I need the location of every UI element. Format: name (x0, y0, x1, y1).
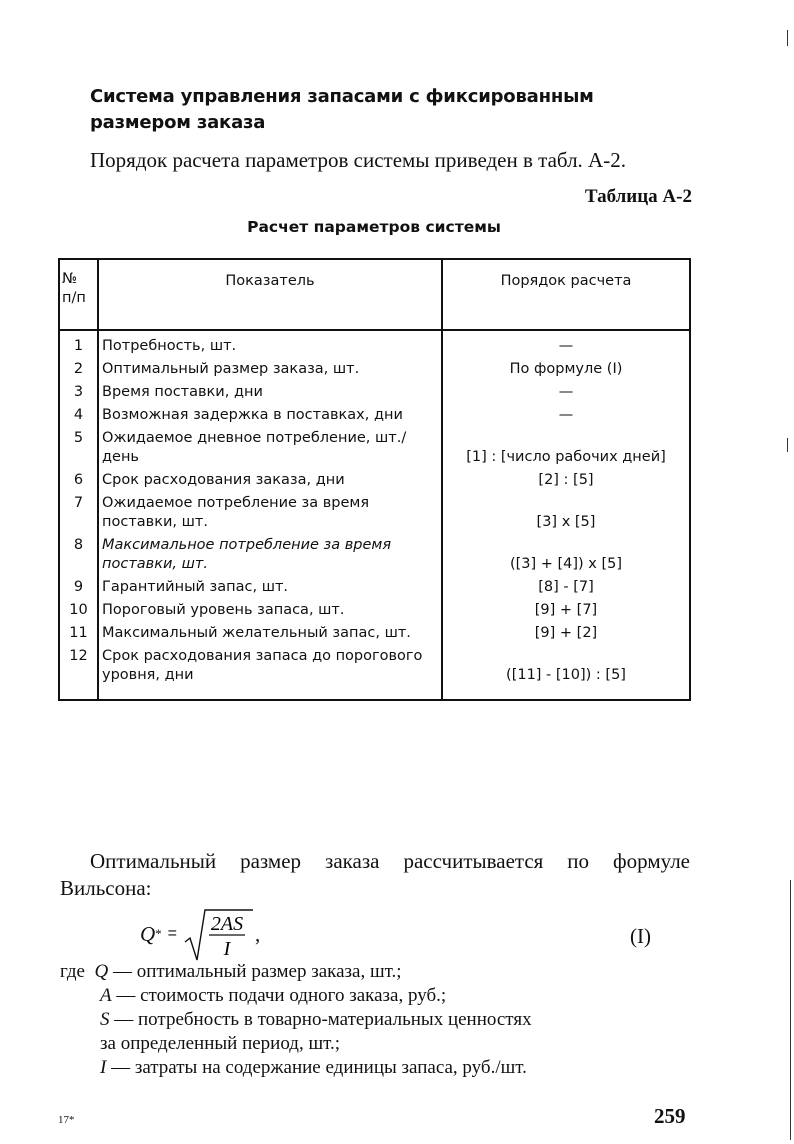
formula-numerator: 2AS (210, 913, 244, 935)
row-number: 3 (59, 381, 98, 404)
parameters-table (58, 258, 691, 701)
table-caption: Расчет параметров системы (247, 218, 501, 236)
row-indicator: Гарантийный запас, шт. (98, 576, 442, 599)
row-calculation: [9] + [7] (534, 602, 598, 618)
row-number: 5 (59, 427, 98, 469)
formula-equals: = (167, 925, 178, 942)
formula-lhs: Q (140, 921, 156, 946)
formula-intro-paragraph (60, 848, 690, 902)
row-calculation: ([3] + [4]) x [5] (509, 556, 623, 572)
row-calculation: [9] + [2] (534, 625, 598, 641)
row-calculation: [2] : [5] (538, 472, 594, 488)
row-indicator: Потребность, шт. (98, 330, 442, 358)
row-indicator: Возможная задержка в поставках, дни (98, 404, 442, 427)
scan-edge-mark (787, 30, 788, 46)
row-indicator: Пороговый уровень запаса, шт. (98, 599, 442, 622)
row-indicator: Оптимальный размер заказа, шт. (98, 358, 442, 381)
table-row (59, 358, 690, 381)
intro-paragraph: Порядок расчета параметров системы приведен в табл. А-2. (90, 148, 626, 172)
row-calculation: — (558, 338, 574, 354)
row-calculation: — (558, 407, 574, 423)
wilson-formula (140, 904, 260, 964)
table-row (59, 469, 690, 492)
definition-text: — стоимость подачи одного заказа, руб.; (111, 985, 447, 1006)
row-number: 2 (59, 358, 98, 381)
definition-row (60, 984, 532, 1008)
formula-intro-text: Оптимальный размер заказа рассчитывается по формуле Вильсона: (60, 849, 690, 900)
formula-number: (I) (630, 924, 651, 948)
row-indicator: Время поставки, дни (98, 381, 442, 404)
row-number: 8 (59, 534, 98, 576)
definition-row (60, 1032, 532, 1056)
formula-star: * (155, 926, 162, 941)
definition-row (60, 1056, 532, 1080)
definition-row (60, 960, 532, 984)
row-number: 11 (59, 622, 98, 645)
symbol-a: A (100, 985, 112, 1006)
table-row (59, 645, 690, 700)
formula-denominator: I (223, 938, 231, 960)
row-calculation: ([11] - [10]) : [5] (506, 667, 626, 683)
table-row (59, 622, 690, 645)
row-number: 7 (59, 492, 98, 534)
table-row (59, 427, 690, 469)
symbol-q: Q (94, 961, 109, 982)
symbol-s: S (100, 1009, 110, 1030)
row-indicator: Максимальное потребление за время поставки, шт. (98, 534, 442, 576)
row-number: 1 (59, 330, 98, 358)
definition-text: за определенный период, шт.; (100, 1033, 340, 1054)
table-row (59, 576, 690, 599)
row-indicator: Срок расходования запаса до порогового уровня, дни (98, 645, 442, 700)
row-number: 9 (59, 576, 98, 599)
row-calculation: [1] : [число рабочих дней] (466, 449, 666, 465)
definition-row (60, 1008, 532, 1032)
scan-edge-mark (790, 880, 791, 1140)
table-row (59, 330, 690, 358)
page-number: 259 (654, 1104, 686, 1128)
row-indicator: Ожидаемое дневное потребление, шт./день (98, 427, 442, 469)
formula-comma: , (255, 921, 261, 946)
where-word: где (60, 961, 85, 982)
formula-definitions (60, 960, 532, 1080)
row-indicator: Максимальный желательный запас, шт. (98, 622, 442, 645)
row-number: 4 (59, 404, 98, 427)
row-calculation: По формуле (I) (509, 361, 623, 377)
scan-edge-mark (787, 438, 788, 452)
section-title: Система управления запасами с фиксированным размером заказа (90, 86, 594, 133)
header-indicator: Показатель (98, 259, 442, 330)
row-calculation: — (558, 384, 574, 400)
table-row (59, 534, 690, 576)
definition-text: — потребность в товарно-материальных ценностях (109, 1009, 532, 1030)
row-number: 10 (59, 599, 98, 622)
row-calculation: [3] x [5] (536, 514, 596, 530)
square-root-icon (183, 906, 255, 962)
definition-text: — оптимальный размер заказа, шт.; (108, 961, 402, 982)
header-calculation: Порядок расчета (442, 259, 690, 330)
table-row (59, 492, 690, 534)
table-header-row (59, 259, 690, 330)
row-number: 12 (59, 645, 98, 700)
row-indicator: Ожидаемое потребление за время поставки, шт. (98, 492, 442, 534)
table-row (59, 599, 690, 622)
signature-mark: 17* (58, 1114, 75, 1126)
header-num: № п/п (59, 259, 98, 330)
symbol-i: I (100, 1057, 107, 1078)
definition-text: — затраты на содержание единицы запаса, руб./шт. (106, 1057, 527, 1078)
table-row (59, 381, 690, 404)
row-indicator: Срок расходования заказа, дни (98, 469, 442, 492)
row-calculation: [8] - [7] (538, 579, 594, 595)
row-number: 6 (59, 469, 98, 492)
table-row (59, 404, 690, 427)
table-label: Таблица А-2 (584, 186, 692, 207)
